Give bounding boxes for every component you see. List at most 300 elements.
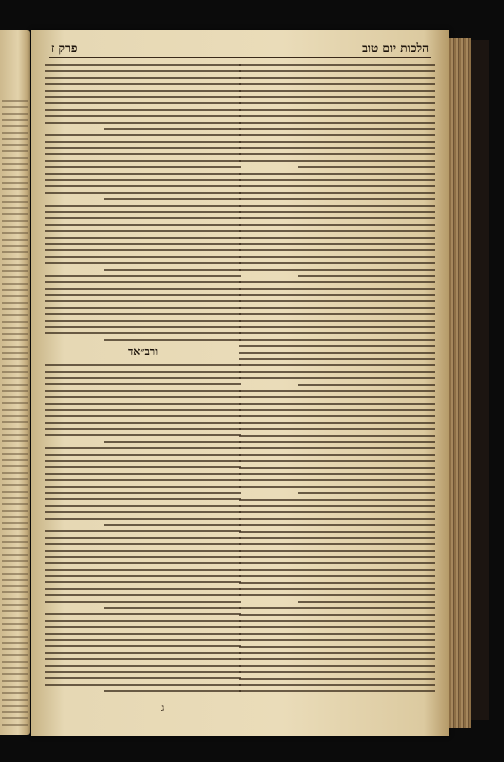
- text-line: [239, 690, 435, 692]
- text-line: [239, 435, 435, 437]
- text-line: [45, 134, 241, 136]
- text-line: [45, 185, 241, 187]
- text-line: [45, 601, 241, 603]
- text-line: [239, 486, 435, 488]
- text-line: [45, 639, 241, 641]
- text-line: [239, 307, 435, 309]
- facing-page-line: [2, 421, 28, 423]
- facing-page-line: [2, 251, 28, 253]
- facing-page-line: [2, 390, 28, 392]
- facing-page-edge: [0, 30, 30, 735]
- text-line: [298, 601, 435, 603]
- facing-page-line: [2, 623, 28, 625]
- text-line: [104, 128, 241, 130]
- facing-page-line: [2, 365, 28, 367]
- text-line: [239, 671, 435, 673]
- text-line: [45, 377, 241, 379]
- text-line: [239, 173, 435, 175]
- text-line: [45, 447, 241, 449]
- text-line: [239, 249, 435, 251]
- text-line: [239, 607, 435, 609]
- facing-page-line: [2, 579, 28, 581]
- text-line: [239, 390, 435, 392]
- facing-page-line: [2, 377, 28, 379]
- facing-page-line: [2, 434, 28, 436]
- text-line: [45, 179, 241, 181]
- text-line: [239, 620, 435, 622]
- facing-page-line: [2, 465, 28, 467]
- text-line: [239, 243, 435, 245]
- facing-page-line: [2, 724, 28, 726]
- signature-mark: ג: [161, 703, 165, 714]
- text-line: [239, 364, 435, 366]
- text-line: [45, 677, 241, 679]
- text-line: [45, 665, 241, 667]
- text-line: [239, 441, 435, 443]
- facing-page-line: [2, 447, 28, 449]
- text-line: [45, 537, 241, 539]
- facing-page-line: [2, 106, 28, 108]
- text-line: [239, 313, 435, 315]
- text-line: [45, 486, 241, 488]
- facing-page-line: [2, 119, 28, 121]
- facing-page-line: [2, 717, 28, 719]
- facing-page-line: [2, 220, 28, 222]
- text-line: [239, 326, 435, 328]
- facing-page-line: [2, 339, 28, 341]
- text-line: [104, 198, 241, 200]
- text-line: [45, 498, 241, 500]
- text-line: [45, 364, 241, 366]
- facing-page-line: [2, 535, 28, 537]
- text-line: [45, 518, 241, 520]
- facing-page-line: [2, 503, 28, 505]
- text-line: [45, 237, 241, 239]
- text-line: [45, 300, 241, 302]
- facing-page-line: [2, 302, 28, 304]
- text-line: [239, 639, 435, 641]
- text-line: [239, 122, 435, 124]
- text-line: [239, 403, 435, 405]
- text-line: [239, 614, 435, 616]
- facing-page-line: [2, 308, 28, 310]
- text-line: [45, 645, 241, 647]
- facing-page-line: [2, 591, 28, 593]
- text-line: [239, 550, 435, 552]
- book-cover: [471, 40, 489, 720]
- text-line: [298, 492, 435, 494]
- text-line: [45, 652, 241, 654]
- text-line: [45, 562, 241, 564]
- facing-page-line: [2, 528, 28, 530]
- text-line: [239, 678, 435, 680]
- text-line: [45, 109, 241, 111]
- text-line: [45, 620, 241, 622]
- text-line: [239, 511, 435, 513]
- facing-page-line: [2, 554, 28, 556]
- facing-page-line: [2, 560, 28, 562]
- facing-page-line: [2, 516, 28, 518]
- facing-page-line: [2, 321, 28, 323]
- facing-page-line: [2, 270, 28, 272]
- text-line: [298, 275, 435, 277]
- text-line: [45, 77, 241, 79]
- facing-page-line: [2, 673, 28, 675]
- text-line: [45, 249, 241, 251]
- text-line: [45, 422, 241, 424]
- facing-page-line: [2, 138, 28, 140]
- text-line: [45, 594, 241, 596]
- text-line: [45, 569, 241, 571]
- facing-page-line: [2, 352, 28, 354]
- text-line: [239, 575, 435, 577]
- text-line: [45, 479, 241, 481]
- text-line: [239, 531, 435, 533]
- text-line: [45, 511, 241, 513]
- facing-page-line: [2, 440, 28, 442]
- text-line: [45, 428, 241, 430]
- facing-page-line: [2, 163, 28, 165]
- facing-page-line: [2, 188, 28, 190]
- text-line: [239, 115, 435, 117]
- text-line: [45, 326, 241, 328]
- facing-page-line: [2, 711, 28, 713]
- text-line: [239, 556, 435, 558]
- text-line: [239, 409, 435, 411]
- text-line: [45, 281, 241, 283]
- text-line: [239, 582, 435, 584]
- text-line: [45, 166, 241, 168]
- facing-page-line: [2, 428, 28, 430]
- text-line: [45, 205, 241, 207]
- text-line: [45, 141, 241, 143]
- facing-page-line: [2, 648, 28, 650]
- text-line: [45, 396, 241, 398]
- header-rule: [49, 57, 431, 58]
- text-line: [104, 524, 241, 526]
- text-line: [45, 288, 241, 290]
- facing-page-line: [2, 598, 28, 600]
- text-line: [45, 147, 241, 149]
- facing-page-line: [2, 358, 28, 360]
- text-line: [239, 499, 435, 501]
- text-line: [45, 160, 241, 162]
- facing-page-line: [2, 295, 28, 297]
- facing-page-line: [2, 195, 28, 197]
- text-line: [239, 224, 435, 226]
- text-line: [239, 237, 435, 239]
- text-line: [45, 192, 241, 194]
- text-line: [239, 128, 435, 130]
- text-line: [45, 390, 241, 392]
- facing-page-line: [2, 491, 28, 493]
- text-line: [45, 434, 241, 436]
- text-line: [239, 543, 435, 545]
- facing-page-line: [2, 629, 28, 631]
- facing-page-line: [2, 100, 28, 102]
- text-line: [239, 665, 435, 667]
- text-line: [239, 90, 435, 92]
- facing-page-line: [2, 289, 28, 291]
- text-line: [239, 658, 435, 660]
- text-line: [239, 569, 435, 571]
- text-line: [239, 524, 435, 526]
- text-line: [239, 467, 435, 469]
- facing-page-line: [2, 654, 28, 656]
- facing-page-line: [2, 573, 28, 575]
- text-line: [239, 588, 435, 590]
- text-line: [45, 307, 241, 309]
- text-line: [239, 281, 435, 283]
- text-line: [45, 64, 241, 66]
- text-line: [45, 153, 241, 155]
- text-line: [239, 415, 435, 417]
- text-line: [45, 122, 241, 124]
- text-line: [239, 626, 435, 628]
- facing-page-line: [2, 258, 28, 260]
- facing-page-line: [2, 384, 28, 386]
- text-line: [239, 684, 435, 686]
- text-column-right: [239, 64, 435, 704]
- facing-page-line: [2, 522, 28, 524]
- text-line: [239, 633, 435, 635]
- text-line: [45, 294, 241, 296]
- text-line: [239, 646, 435, 648]
- text-line: [239, 153, 435, 155]
- text-line: [239, 185, 435, 187]
- text-line: [239, 422, 435, 424]
- text-line: [239, 64, 435, 66]
- text-line: [45, 492, 241, 494]
- text-line: [45, 262, 241, 264]
- text-line: [45, 173, 241, 175]
- facing-page-line: [2, 132, 28, 134]
- text-line: [45, 460, 241, 462]
- facing-page-line: [2, 680, 28, 682]
- facing-page-line: [2, 169, 28, 171]
- text-line: [298, 384, 435, 386]
- text-line: [45, 575, 241, 577]
- facing-page-line: [2, 157, 28, 159]
- text-line: [45, 626, 241, 628]
- text-line: [45, 243, 241, 245]
- text-line: [45, 383, 241, 385]
- facing-page-line: [2, 547, 28, 549]
- text-line: [239, 447, 435, 449]
- text-line: [239, 352, 435, 354]
- text-line: [239, 230, 435, 232]
- text-line: [239, 160, 435, 162]
- text-line: [45, 96, 241, 98]
- facing-page-line: [2, 705, 28, 707]
- text-line: [45, 217, 241, 219]
- facing-page-line: [2, 213, 28, 215]
- text-line: [45, 505, 241, 507]
- text-line: [45, 633, 241, 635]
- text-line: [239, 505, 435, 507]
- facing-page-line: [2, 125, 28, 127]
- text-line: [239, 332, 435, 334]
- text-line: [239, 192, 435, 194]
- facing-page-line: [2, 642, 28, 644]
- facing-page-line: [2, 371, 28, 373]
- text-line: [45, 102, 241, 104]
- text-line: [239, 396, 435, 398]
- text-line: [45, 530, 241, 532]
- facing-page-line: [2, 409, 28, 411]
- text-line: [239, 652, 435, 654]
- text-line: [45, 556, 241, 558]
- text-line: [45, 256, 241, 258]
- facing-page-line: [2, 667, 28, 669]
- running-head-chapter: פרק ז: [51, 40, 78, 55]
- text-line: [239, 70, 435, 72]
- text-line: [45, 671, 241, 673]
- facing-page-line: [2, 415, 28, 417]
- text-line: [239, 102, 435, 104]
- facing-page-line: [2, 484, 28, 486]
- facing-page-line: [2, 327, 28, 329]
- facing-page-line: [2, 699, 28, 701]
- facing-page-line: [2, 276, 28, 278]
- text-line: [239, 371, 435, 373]
- text-line: [45, 403, 241, 405]
- text-line: [45, 275, 241, 277]
- text-line: [45, 332, 241, 334]
- text-line: [239, 345, 435, 347]
- facing-page-line: [2, 692, 28, 694]
- text-line: [45, 454, 241, 456]
- facing-page-line: [2, 510, 28, 512]
- facing-page-line: [2, 144, 28, 146]
- facing-page-line: [2, 610, 28, 612]
- facing-page-line: [2, 232, 28, 234]
- text-line: [239, 288, 435, 290]
- facing-page-line: [2, 207, 28, 209]
- facing-page-line: [2, 541, 28, 543]
- facing-page-line: [2, 245, 28, 247]
- text-line: [45, 415, 241, 417]
- text-line: [104, 269, 241, 271]
- text-line: [239, 77, 435, 79]
- text-line: [45, 658, 241, 660]
- text-line: [239, 198, 435, 200]
- text-line: [45, 613, 241, 615]
- text-line: [239, 358, 435, 360]
- text-line: [239, 211, 435, 213]
- text-line: [239, 594, 435, 596]
- text-line: [239, 262, 435, 264]
- facing-page-line: [2, 686, 28, 688]
- text-line: [239, 96, 435, 98]
- facing-page-line: [2, 226, 28, 228]
- facing-page-line: [2, 478, 28, 480]
- text-line: [45, 230, 241, 232]
- text-line: [45, 550, 241, 552]
- text-line: [239, 179, 435, 181]
- facing-page-line: [2, 264, 28, 266]
- text-line: [45, 473, 241, 475]
- text-line: [45, 211, 241, 213]
- text-line: [45, 224, 241, 226]
- text-line: [104, 339, 241, 341]
- text-line: [239, 479, 435, 481]
- facing-page-line: [2, 150, 28, 152]
- text-line: [239, 269, 435, 271]
- text-line: [239, 320, 435, 322]
- text-line: [45, 543, 241, 545]
- text-line: [104, 441, 241, 443]
- facing-page-line: [2, 182, 28, 184]
- text-line: [239, 147, 435, 149]
- facing-page-line: [2, 201, 28, 203]
- facing-page-line: [2, 566, 28, 568]
- text-line: [45, 466, 241, 468]
- text-line: [104, 690, 241, 692]
- text-line: [239, 562, 435, 564]
- running-head-title: הלכות יום טוב: [362, 40, 429, 55]
- book-page: [31, 30, 449, 736]
- text-line: [298, 166, 435, 168]
- facing-page-line: [2, 176, 28, 178]
- facing-page-line: [2, 314, 28, 316]
- text-line: [239, 83, 435, 85]
- text-line: [45, 115, 241, 117]
- text-column-left: [45, 64, 241, 704]
- text-line: [45, 83, 241, 85]
- text-line: [45, 320, 241, 322]
- text-line: [104, 607, 241, 609]
- text-line: [239, 428, 435, 430]
- text-line: [45, 581, 241, 583]
- page-block-edge: [449, 38, 471, 728]
- text-line: [45, 70, 241, 72]
- text-line: [239, 256, 435, 258]
- facing-page-line: [2, 472, 28, 474]
- facing-page-line: [2, 113, 28, 115]
- facing-page-line: [2, 453, 28, 455]
- text-line: [45, 90, 241, 92]
- facing-page-line: [2, 402, 28, 404]
- text-line: [239, 294, 435, 296]
- facing-page-line: [2, 497, 28, 499]
- text-line: [239, 205, 435, 207]
- text-line: [239, 460, 435, 462]
- facing-page-line: [2, 585, 28, 587]
- text-line: [239, 217, 435, 219]
- text-line: [45, 409, 241, 411]
- facing-page-line: [2, 459, 28, 461]
- column-heading: ורב״אד: [127, 345, 159, 359]
- text-line: [239, 537, 435, 539]
- text-line: [239, 141, 435, 143]
- running-head: [51, 40, 429, 56]
- text-line: [45, 371, 241, 373]
- text-line: [239, 377, 435, 379]
- facing-page-line: [2, 636, 28, 638]
- text-line: [239, 454, 435, 456]
- facing-page-line: [2, 239, 28, 241]
- facing-page-line: [2, 617, 28, 619]
- text-line: [239, 473, 435, 475]
- facing-page-line: [2, 283, 28, 285]
- text-line: [239, 134, 435, 136]
- text-line: [239, 300, 435, 302]
- facing-page-line: [2, 604, 28, 606]
- text-line: [45, 588, 241, 590]
- text-line: [239, 339, 435, 341]
- facing-page-line: [2, 661, 28, 663]
